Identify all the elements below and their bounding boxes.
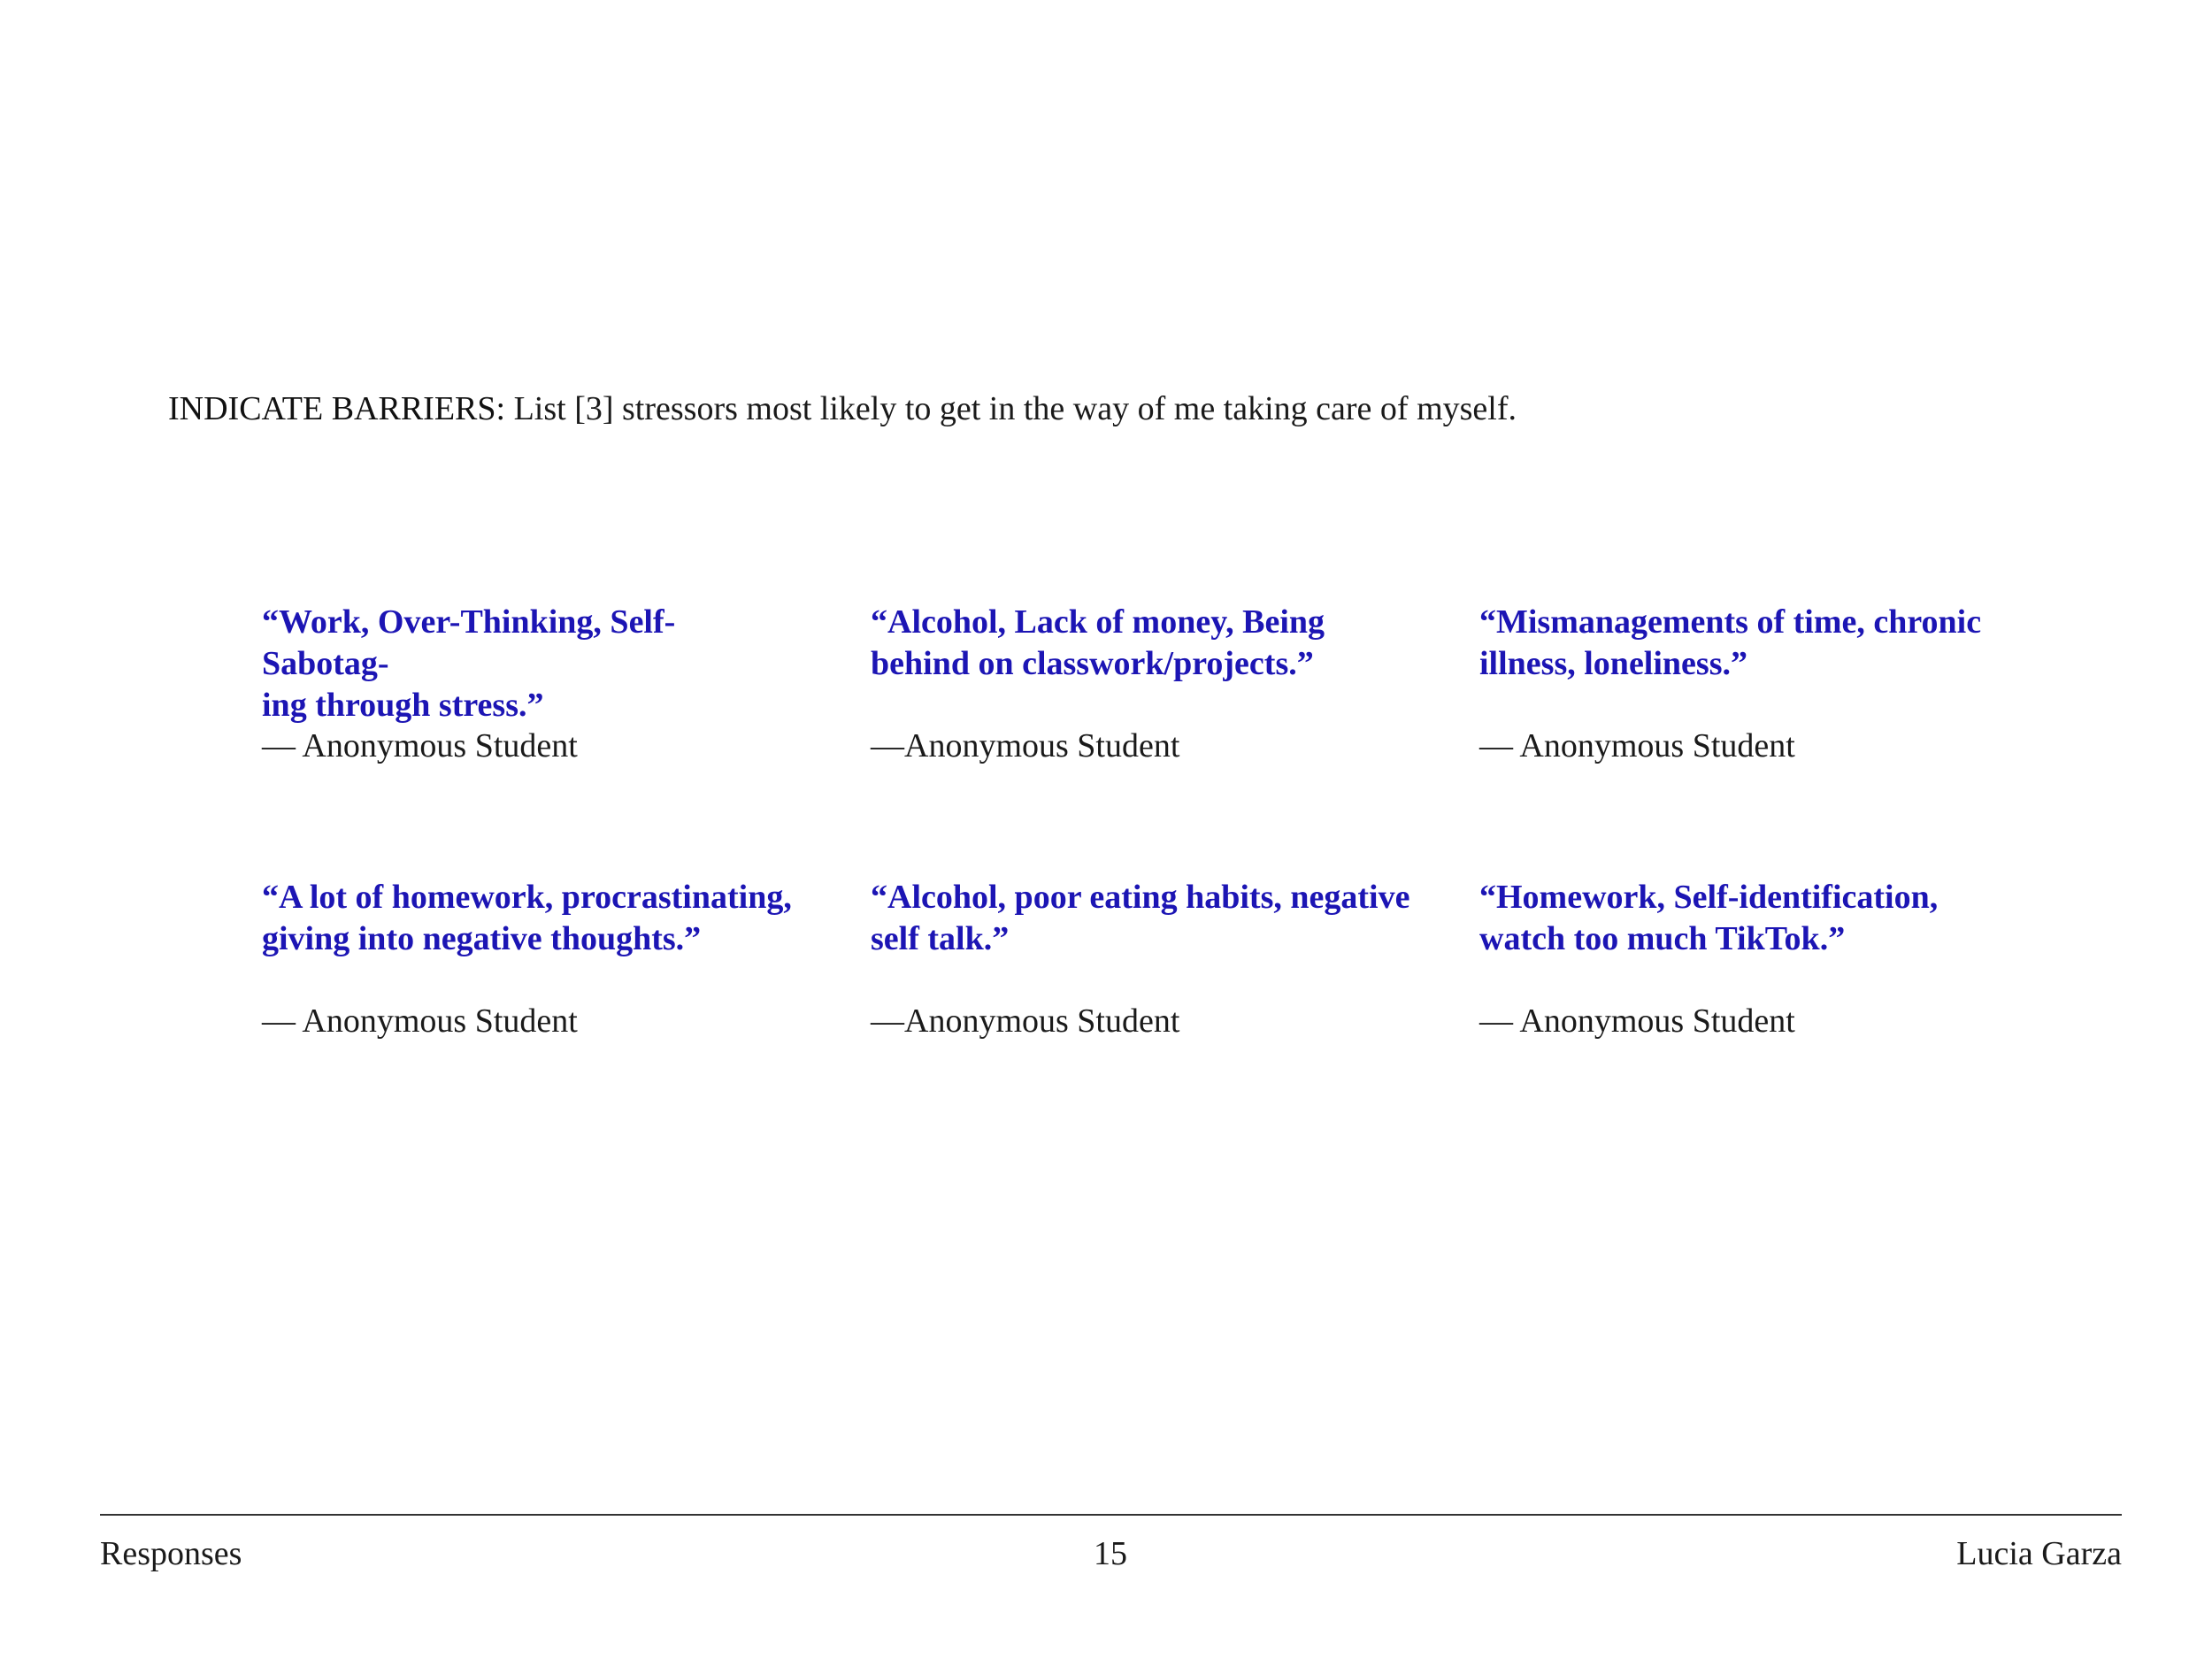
quote-card — [1479, 877, 2088, 1152]
page-number: 15 — [1094, 1535, 1127, 1572]
quote-line: self talk.” — [871, 920, 1010, 957]
quote-grid — [262, 602, 2120, 1152]
quote-attribution: —Anonymous Student — [871, 727, 1180, 764]
quote-card — [262, 602, 871, 877]
quote-text — [871, 602, 1410, 685]
footer-section-title: Responses — [100, 1535, 242, 1572]
quote-line: “Mismanagements of time, chronic — [1479, 603, 1982, 641]
quote-card — [262, 877, 871, 1152]
quote-text — [871, 877, 1410, 960]
quote-text — [262, 877, 802, 960]
quote-card — [871, 602, 1479, 877]
quote-card — [1479, 602, 2088, 877]
quote-line: “Work, Over-Thinking, Self-Sabotag- — [262, 603, 676, 682]
quote-line: “Alcohol, poor eating habits, negative — [871, 879, 1410, 916]
quote-line: ing through stress.” — [262, 687, 544, 724]
quote-line: giving into negative thoughts.” — [262, 920, 702, 957]
quote-attribution: —Anonymous Student — [871, 1002, 1180, 1040]
quote-attribution: — Anonymous Student — [1479, 1002, 1795, 1040]
quote-line: “Homework, Self-identification, — [1479, 879, 1939, 916]
quote-text — [262, 602, 802, 726]
footer-divider — [100, 1514, 2122, 1516]
footer-author: Lucia Garza — [1956, 1535, 2122, 1572]
quote-card — [871, 877, 1479, 1152]
quote-attribution: — Anonymous Student — [262, 1002, 578, 1040]
prompt-text: List [3] stressors most likely to get in the way of me taking care of myself. — [505, 390, 1517, 427]
quote-line: “Alcohol, Lack of money, Being — [871, 603, 1325, 641]
quote-line: watch too much TikTok.” — [1479, 920, 1846, 957]
prompt-label: INDICATE BARRIERS: — [168, 390, 506, 427]
instruction-prompt — [168, 386, 1517, 432]
quote-text — [1479, 602, 2019, 685]
quote-attribution: — Anonymous Student — [1479, 727, 1795, 764]
quote-attribution: — Anonymous Student — [262, 727, 578, 764]
quote-line: behind on classwork/projects.” — [871, 645, 1314, 682]
quote-line: “A lot of homework, procrastinating, — [262, 879, 792, 916]
quote-text — [1479, 877, 2019, 960]
quote-line: illness, loneliness.” — [1479, 645, 1747, 682]
